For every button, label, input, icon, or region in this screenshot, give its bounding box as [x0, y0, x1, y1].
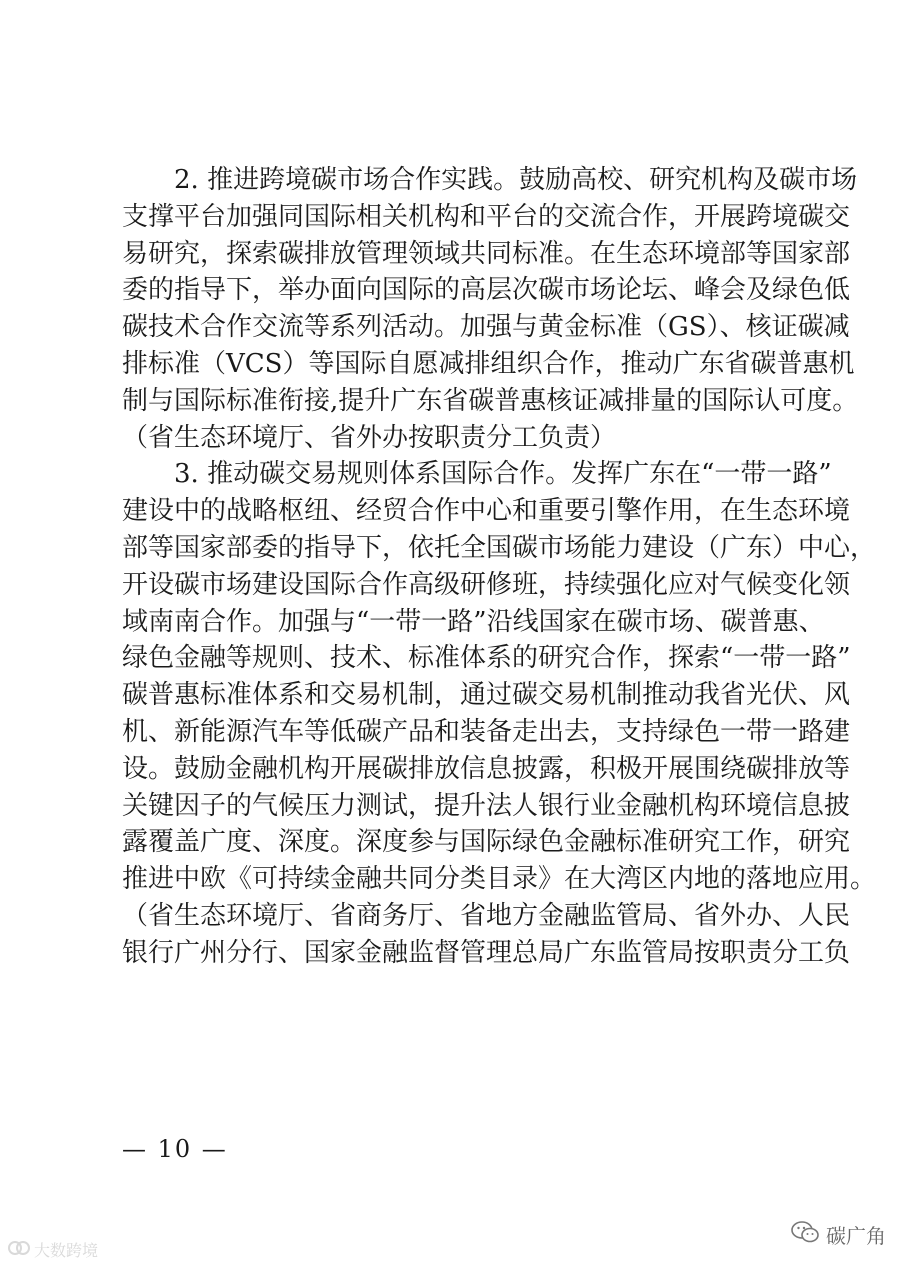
wechat-icon — [790, 1220, 820, 1249]
text-line: 银行广州分行、国家金融监督管理总局广东监管局按职责分工负 — [122, 937, 851, 968]
text-line: 开设碳市场建设国际合作高级研修班，持续强化应对气候变化领 — [122, 569, 851, 600]
text-line: 3. 推动碳交易规则体系国际合作。发挥广东在“一带一路” — [174, 459, 832, 490]
text-line: 露覆盖广度、深度。深度参与国际绿色金融标准研究工作，研究 — [122, 827, 851, 858]
text-line: 排标准（VCS）等国际自愿减排组织合作，推动广东省碳普惠机 — [122, 348, 855, 379]
text-line: 易研究，探索碳排放管理领域共同标准。在生态环境部等国家部 — [122, 238, 851, 269]
text-line: 设。鼓励金融机构开展碳排放信息披露，积极开展围绕碳排放等 — [122, 753, 851, 784]
watermark-left — [8, 1238, 98, 1261]
text-line: 制与国际标准衔接,提升广东省碳普惠核证减排量的国际认可度。 — [122, 385, 859, 416]
text-line: 碳技术合作交流等系列活动。加强与黄金标准（GS）、核证碳减 — [122, 312, 850, 343]
page-number: — 10 — — [122, 1135, 228, 1163]
text-line: 推进中欧《可持续金融共同分类目录》在大湾区内地的落地应用。 — [122, 864, 877, 895]
text-line: 域南南合作。加强与“一带一路”沿线国家在碳市场、碳普惠、 — [122, 606, 825, 637]
watermark-left-text: 大数跨境 — [34, 1241, 99, 1260]
document-body — [122, 162, 877, 972]
text-line: 机、新能源汽车等低碳产品和装备走出去，支持绿色一带一路建 — [122, 716, 851, 747]
text-line: 部等国家部委的指导下，依托全国碳市场能力建设（广东）中心， — [122, 532, 877, 563]
text-line: 绿色金融等规则、技术、标准体系的研究合作，探索“一带一路” — [122, 643, 851, 674]
text-line: 碳普惠标准体系和交易机制，通过碳交易机制推动我省光伏、风 — [122, 680, 851, 711]
text-line: 支撑平台加强同国际相关机构和平台的交流合作，开展跨境碳交 — [122, 201, 851, 232]
text-line: 委的指导下，举办面向国际的高层次碳市场论坛、峰会及绿色低 — [122, 275, 851, 306]
text-line: （省生态环境厅、省商务厅、省地方金融监管局、省外办、人民 — [122, 900, 851, 931]
text-line: 关键因子的气候压力测试，提升法人银行业金融机构环境信息披 — [122, 790, 851, 821]
text-line: 建设中的战略枢纽、经贸合作中心和重要引擎作用，在生态环境 — [122, 496, 851, 527]
watermark-right-text: 碳广角 — [826, 1224, 886, 1248]
watermark-logo-icon — [8, 1239, 30, 1261]
text-line: （省生态环境厅、省外办按职责分工负责） — [122, 422, 617, 453]
text-line: 2. 推进跨境碳市场合作实践。鼓励高校、研究机构及碳市场 — [174, 165, 858, 195]
watermark-right — [790, 1220, 886, 1249]
